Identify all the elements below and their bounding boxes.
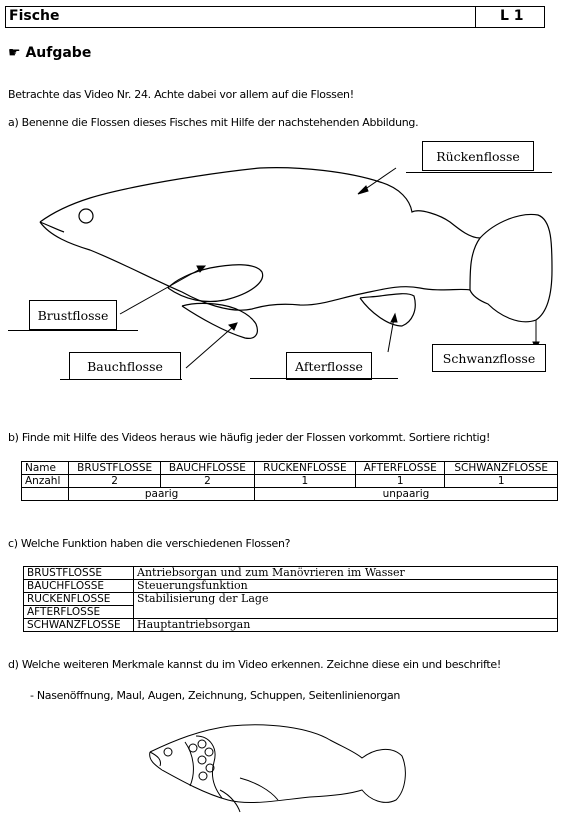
paired-label: paarig [69,488,255,501]
intro-text: Betrachte das Video Nr. 24. Achte dabei vor allem auf die Flossen! [8,88,354,101]
label-rueckenflosse: Rückenflosse [422,141,534,171]
question-d: d) Welche weiteren Merkmale kannst du im Video erkennen. Zeichne diese ein und beschrifte! [8,658,501,671]
task-label: Aufgabe [25,45,92,61]
count-cell: 1 [445,475,558,488]
table-header: Name [22,462,69,475]
table-header: AFTERFLOSSE [355,462,445,475]
table-header: BRUSTFLOSSE [69,462,161,475]
question-c: c) Welche Funktion haben die verschiedenen Flossen? [8,537,291,550]
count-cell: 2 [160,475,254,488]
unpaired-label: unpaarig [254,488,557,501]
table-header: RUCKENFLOSSE [254,462,355,475]
question-b: b) Finde mit Hilfe des Videos heraus wie häufig jeder der Flossen vorkommt. Sortiere richtig! [8,431,491,444]
fin-name: BAUCHFLOSSE [24,580,134,593]
count-cell: 1 [355,475,445,488]
lesson-code: L 1 [500,8,524,24]
row-label: Anzahl [22,475,69,488]
fin-function: Stabilisierung der Lage [134,593,558,619]
answer-d: - Nasenöffnung, Maul, Augen, Zeichnung, Schuppen, Seitenlinienorgan [30,689,401,702]
fin-function: Steuerungsfunktion [134,580,558,593]
pointing-hand-icon: ☛ [8,45,21,61]
label-schwanzflosse: Schwanzflosse [432,344,546,372]
fin-name: SCHWANZFLOSSE [24,619,134,632]
question-a: a) Benenne die Flossen dieses Fisches mit Hilfe der nachstehenden Abbildung. [8,116,419,129]
table-header: BAUCHFLOSSE [160,462,254,475]
label-bauchflosse: Bauchflosse [69,352,181,380]
fin-name: RUCKENFLOSSE [24,593,134,606]
count-cell: 1 [254,475,355,488]
label-afterflosse: Afterflosse [286,352,372,380]
page-title: Fische [9,8,60,24]
table-header: SCHWANZFLOSSE [445,462,558,475]
fin-name: BRUSTFLOSSE [24,567,134,580]
label-brustflosse: Brustflosse [29,300,117,330]
count-cell: 2 [69,475,161,488]
fin-name: AFTERFLOSSE [24,606,134,619]
fin-function: Hauptantriebsorgan [134,619,558,632]
fin-function: Antriebsorgan und zum Manövrieren im Wasser [134,567,558,580]
